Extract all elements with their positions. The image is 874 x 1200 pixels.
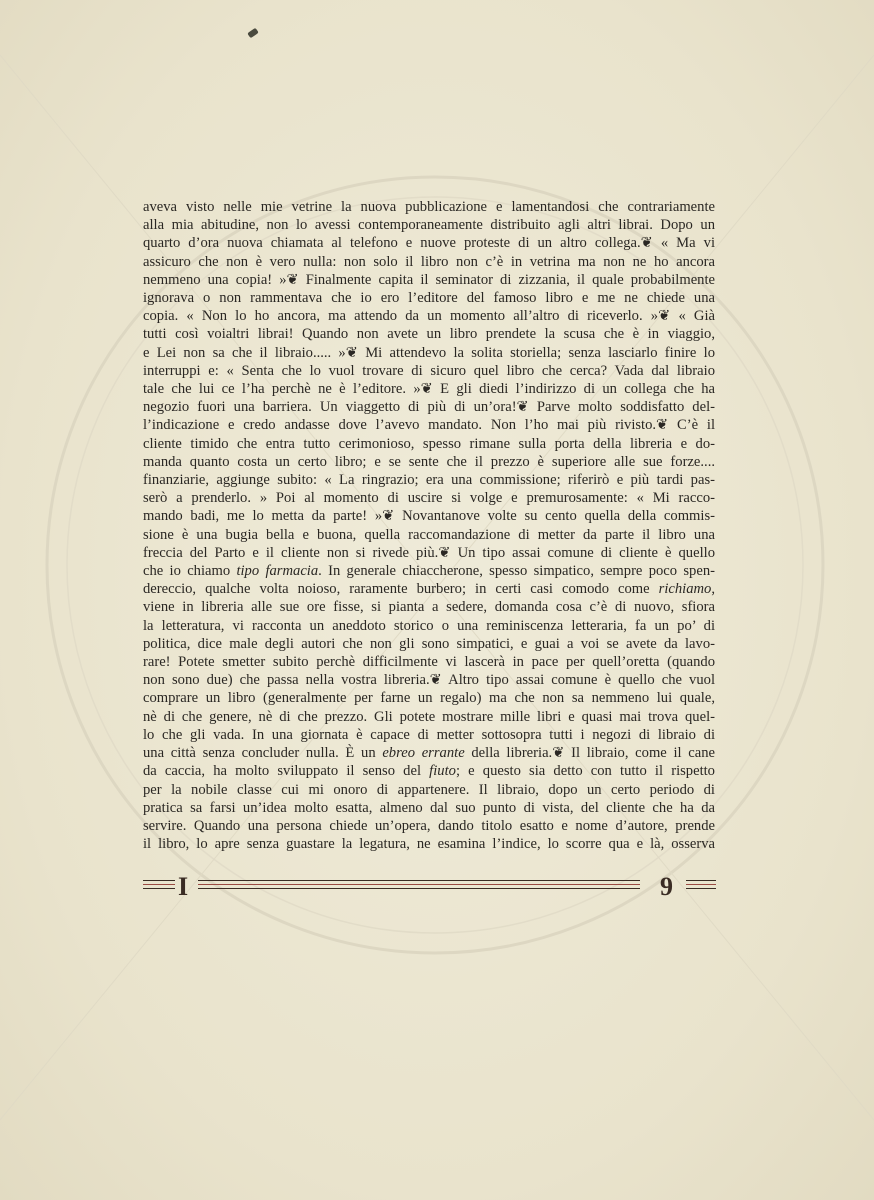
- text-line: tutti così voialtri librai! Quando non avete un libro prendete la scusa che è in viaggio,: [143, 326, 715, 343]
- text-line: cliente timido che entra tutto cerimonioso, spesso rimane sulla porta della libreria e do-: [143, 435, 715, 452]
- text-line: per la nobile classe cui mi onoro di appartenere. Il libraio, dopo un certo periodo di: [143, 781, 715, 798]
- text-line: servire. Quando una persona chiede un’opera, dando titolo esatto e nome d’autore, prende: [143, 817, 715, 834]
- text-line: rare! Potete smetter subito perchè difficilmente vi lascerà in pace per quell’oretta (quando: [143, 654, 715, 671]
- text-line: nè di che genere, nè di che prezzo. Gli potete mostrare mille libri e quasi mai trova quel-: [143, 708, 715, 725]
- text-line: nemmeno una copia! »❦ Finalmente capita il seminator di zizzania, il quale probabilmente: [143, 271, 715, 288]
- text-line: ignorava o non rammentava che io ero l’editore del famoso libro e me ne chiede una: [143, 290, 715, 307]
- text-line: copia. « Non lo ho ancora, ma attendo da un momento all’altro di riceverlo. »❦ « Già: [143, 308, 715, 325]
- folio-right: 9: [660, 872, 673, 901]
- text-line: quarto d’ora nuova chiamata al telefono e nuove proteste di un altro collega.❦ « Ma vi: [143, 235, 715, 252]
- text-line: politica, dice male degli autori che non gli sono simpatici, e guai a voi se avete da lavo-: [143, 635, 715, 652]
- body-text: [143, 198, 715, 853]
- text-line: una città senza concluder nulla. È un ebreo errante della libreria.❦ Il libraio, come il cane: [143, 745, 715, 762]
- text-line: il libro, lo apre senza guastare la legatura, ne esamina l’indice, lo scorre qua e là, osserva: [143, 836, 715, 853]
- text-line: sione è una bugia bella e buona, quella raccomandazione di metter da parte il libro una: [143, 526, 715, 543]
- text-line: interruppi e: « Senta che lo vuol trovare di sicuro quel libro che cerca? Vada dal libraio: [143, 362, 715, 379]
- text-line: non sono due) che passa nella vostra libreria.❦ Altro tipo assai comune è quello che vuol: [143, 672, 715, 689]
- text-line: lo che gli vada. In una giornata è capace di metter sottosopra tutti i negozi di libraio di: [143, 726, 715, 743]
- footer-rule-right: [686, 878, 716, 892]
- text-line: comprare un libro (generalmente per farne un regalo) ma che non sa nemmeno lui quale,: [143, 690, 715, 707]
- text-line: che io chiamo tipo farmacia. In generale chiaccherone, spesso simpatico, sempre poco spen-: [143, 563, 715, 580]
- text-line: l’indicazione e credo andasse dove l’avevo mandato. Non l’ho mai più rivisto.❦ C’è il: [143, 417, 715, 434]
- text-line: freccia del Parto e il cliente non si rivede più.❦ Un tipo assai comune di cliente è quello: [143, 544, 715, 561]
- text-line: dereccio, qualche volta noioso, raramente burbero; in certi casi comodo come richiamo,: [143, 581, 715, 598]
- text-line: tale che lui ce l’ha perchè ne è l’editore. »❦ E gli diedi l’indirizzo di un collega che ha: [143, 381, 715, 398]
- folio-left: I: [178, 872, 189, 901]
- text-line: viene in libreria alle sue ore fisse, si pianta a sedere, domanda cosa c’è di nuovo, sfiora: [143, 599, 715, 616]
- text-line: assicuro che non è vero nulla: non solo il libro non c’è in vetrina ma non ne ho ancora: [143, 253, 715, 270]
- footer-rule-center: [198, 878, 640, 892]
- text-line: serò a prenderlo. » Poi al momento di uscire si volge e premurosamente: « Mi racco-: [143, 490, 715, 507]
- text-line: pratica sa farsi un’idea molto esatta, almeno dal suo punto di vista, del cliente che ha da: [143, 799, 715, 816]
- text-line: da caccia, ha molto sviluppato il senso del fiuto; e questo sia detto con tutto il rispetto: [143, 763, 715, 780]
- footer-rule-left: [143, 878, 175, 892]
- text-line: manda quanto costa un certo libro; e se sente che il prezzo è superiore alle sue forze....: [143, 453, 715, 470]
- text-line: e Lei non sa che il libraio..... »❦ Mi attendevo la solita storiella; senza lasciarlo finire lo: [143, 344, 715, 361]
- text-line: finanziarie, aggiunge subito: « La ringrazio; era una commissione; riferirò e più tardi pas-: [143, 472, 715, 489]
- text-line: la letteratura, vi racconta un aneddoto storico o una reminiscenza letteraria, fa un po’ di: [143, 617, 715, 634]
- text-line: alla mia abitudine, non lo avessi contemporaneamente distribuito agli altri librai. Dopo un: [143, 217, 715, 234]
- text-line: aveva visto nelle mie vetrine la nuova pubblicazione e lamentandosi che contrariamente: [143, 199, 715, 215]
- text-line: mando badi, me lo metta da parte! »❦ Novantanove volte su cento quella della commis-: [143, 508, 715, 525]
- text-line: negozio fuori una barriera. Un viaggetto di più di un’ora!❦ Parve molto soddisfatto del-: [143, 399, 715, 416]
